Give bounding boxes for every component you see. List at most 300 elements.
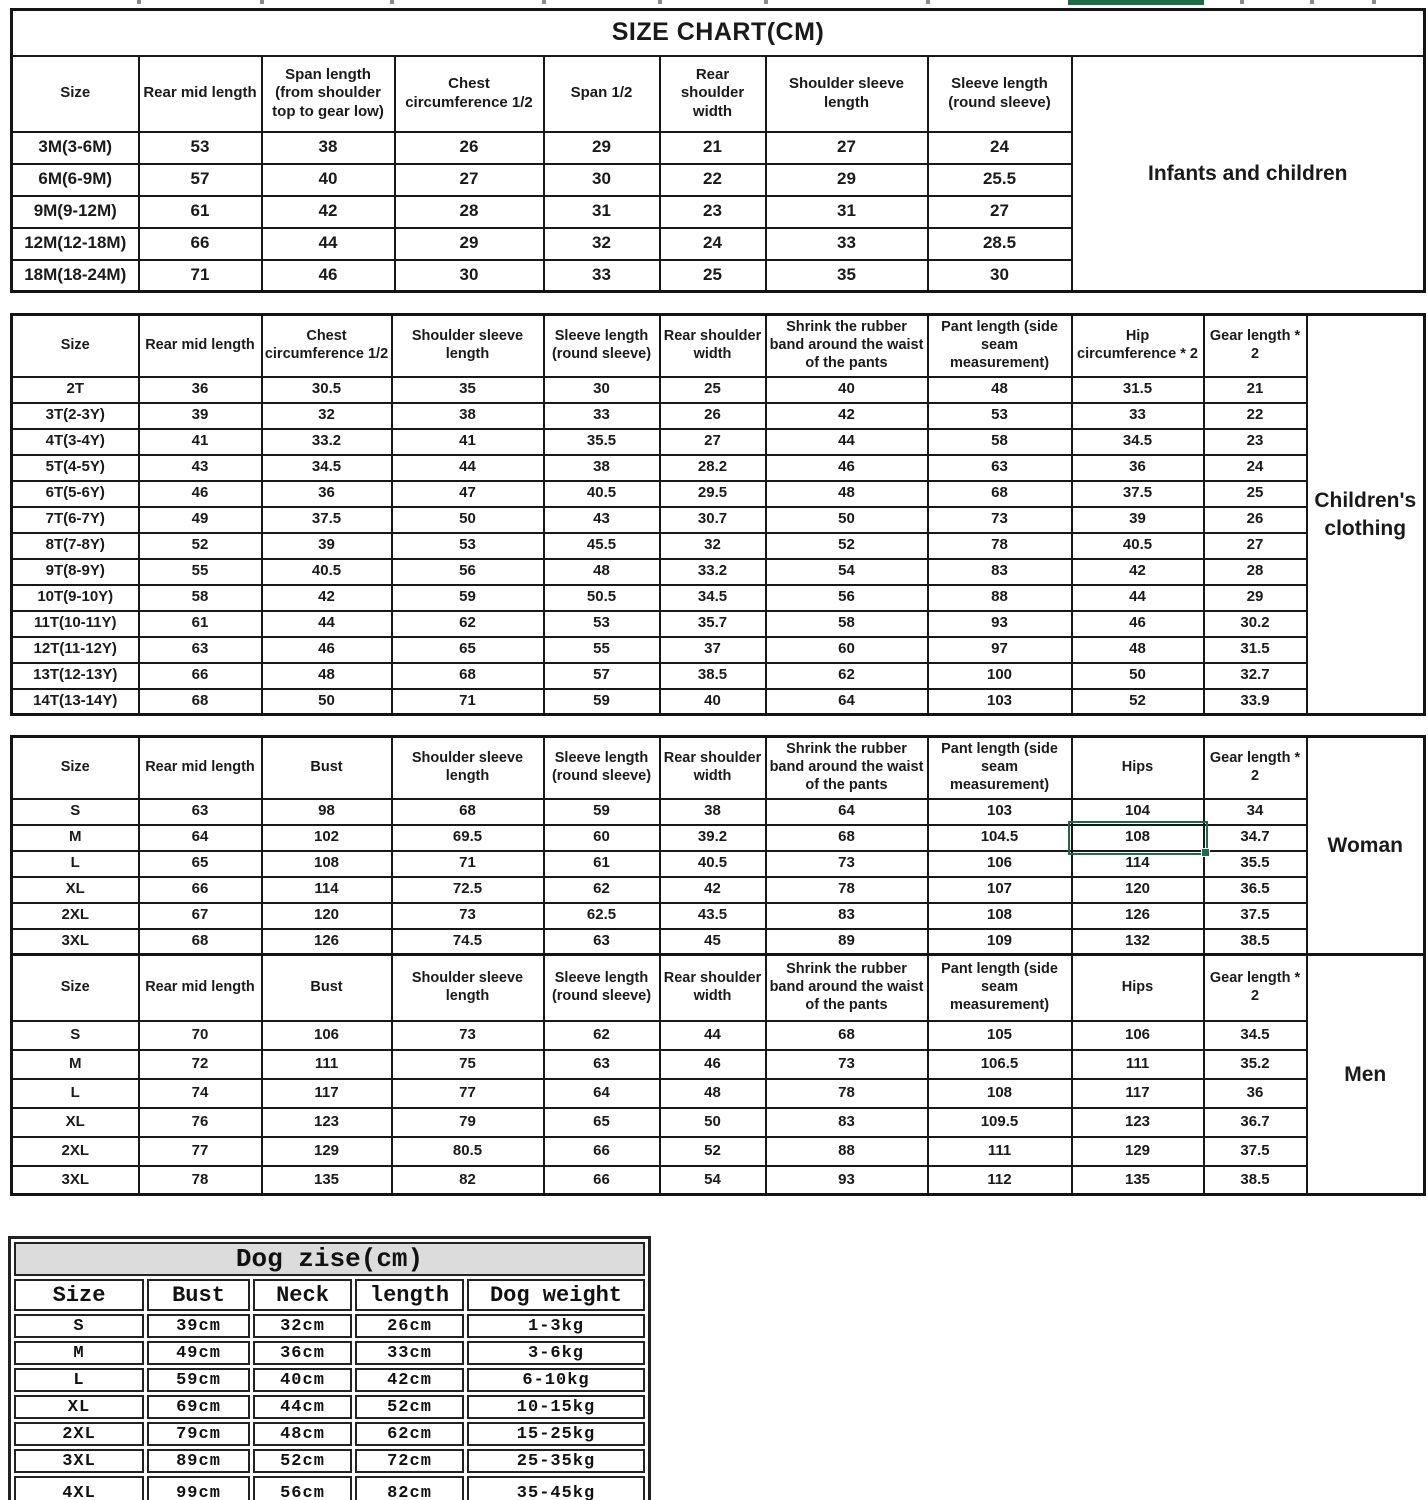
value-cell: 36.5 [1204,877,1307,903]
value-cell: 33 [544,403,660,429]
value-cell: 37.5 [1204,1137,1307,1166]
table-row [12,455,1425,481]
size-cell: XL [12,877,139,903]
value-cell: 24 [928,132,1072,164]
value-cell: 106 [262,1021,392,1050]
value-cell: 43 [139,455,262,481]
value-cell: 49 [139,507,262,533]
table-row [12,559,1425,585]
column-header: Size [12,955,139,1021]
size-cell: L [12,1079,139,1108]
size-cell: 3XL [12,929,139,955]
value-cell: 56 [392,559,544,585]
value-cell: 35-45kg [467,1476,645,1500]
value-cell: 111 [1072,1050,1204,1079]
value-cell: 123 [1072,1108,1204,1137]
column-header: Rear shoulder width [660,737,766,799]
size-cell: 2XL [12,903,139,929]
value-cell: 62 [766,663,928,689]
value-cell: 40cm [253,1368,352,1392]
value-cell: 38 [262,132,395,164]
value-cell: 21 [660,132,766,164]
value-cell: 40.5 [262,559,392,585]
value-cell: 35.7 [660,611,766,637]
value-cell: 88 [928,585,1072,611]
value-cell: 68 [766,1021,928,1050]
column-header: Size [12,315,139,377]
value-cell: 58 [139,585,262,611]
value-cell: 71 [392,689,544,715]
value-cell: 83 [928,559,1072,585]
value-cell: 135 [1072,1166,1204,1195]
table-row [12,825,1425,851]
value-cell: 108 [262,851,392,877]
value-cell: 73 [392,1021,544,1050]
value-cell: 63 [139,799,262,825]
value-cell: 93 [766,1166,928,1195]
column-header: Sleeve length (round sleeve) [544,737,660,799]
table-row [12,403,1425,429]
value-cell: 60 [544,825,660,851]
value-cell: 103 [928,799,1072,825]
value-cell: 48 [766,481,928,507]
value-cell: 58 [928,429,1072,455]
column-header: Shoulder sleeve length [392,315,544,377]
value-cell: 40 [262,164,395,196]
value-cell: 59 [544,689,660,715]
size-cell: 9T(8-9Y) [12,559,139,585]
value-cell: 93 [928,611,1072,637]
value-cell: 74 [139,1079,262,1108]
value-cell: 41 [139,429,262,455]
size-cell: 2XL [14,1422,144,1446]
value-cell: 32cm [253,1314,352,1338]
value-cell: 27 [395,164,544,196]
value-cell: 89 [766,929,928,955]
value-cell: 104.5 [928,825,1072,851]
column-header: Gear length * 2 [1204,737,1307,799]
value-cell: 40.5 [660,851,766,877]
value-cell: 34.5 [660,585,766,611]
value-cell: 83 [766,1108,928,1137]
value-cell: 28.5 [928,228,1072,260]
value-cell: 38.5 [660,663,766,689]
table-row [12,903,1425,929]
value-cell: 53 [139,132,262,164]
value-cell: 89cm [147,1449,250,1473]
value-cell: 69.5 [392,825,544,851]
value-cell: 126 [1072,903,1204,929]
value-cell: 36 [262,481,392,507]
value-cell: 45.5 [544,533,660,559]
value-cell: 52cm [253,1449,352,1473]
value-cell: 42 [262,196,395,228]
value-cell: 31 [766,196,928,228]
table-row [12,1079,1425,1108]
infants-group-label: Infants and children [1072,56,1425,292]
value-cell: 56cm [253,1476,352,1500]
value-cell: 33cm [355,1341,464,1365]
value-cell: 53 [544,611,660,637]
value-cell: 42 [262,585,392,611]
value-cell: 32 [660,533,766,559]
size-cell: 2XL [12,1137,139,1166]
value-cell: 44 [1072,585,1204,611]
value-cell: 111 [262,1050,392,1079]
value-cell: 33.2 [660,559,766,585]
value-cell: 27 [660,429,766,455]
value-cell: 98 [262,799,392,825]
value-cell: 108 [1072,825,1204,851]
value-cell: 83 [766,903,928,929]
selected-column-highlight [1068,0,1204,5]
value-cell: 36.7 [1204,1108,1307,1137]
value-cell: 33 [766,228,928,260]
value-cell: 44 [392,455,544,481]
value-cell: 120 [262,903,392,929]
value-cell: 71 [392,851,544,877]
value-cell: 109.5 [928,1108,1072,1137]
value-cell: 64 [544,1079,660,1108]
value-cell: 52cm [355,1395,464,1419]
value-cell: 27 [928,196,1072,228]
value-cell: 46 [660,1050,766,1079]
value-cell: 75 [392,1050,544,1079]
value-cell: 120 [1072,877,1204,903]
value-cell: 48 [544,559,660,585]
column-header: Rear shoulder width [660,56,766,132]
children-group-label: Children's clothing [1307,315,1425,715]
value-cell: 73 [928,507,1072,533]
value-cell: 24 [1204,455,1307,481]
value-cell: 69cm [147,1395,250,1419]
column-header: Shoulder sleeve length [392,737,544,799]
size-cell: 13T(12-13Y) [12,663,139,689]
column-header: Hips [1072,737,1204,799]
value-cell: 73 [392,903,544,929]
value-cell: 99cm [147,1476,250,1500]
value-cell: 78 [139,1166,262,1195]
value-cell: 61 [544,851,660,877]
table-row [12,377,1425,403]
value-cell: 37.5 [1072,481,1204,507]
value-cell: 62.5 [544,903,660,929]
column-header: Shoulder sleeve length [392,955,544,1021]
column-header: Size [12,56,139,132]
value-cell: 38 [392,403,544,429]
value-cell: 126 [262,929,392,955]
value-cell: 68 [766,825,928,851]
value-cell: 39 [139,403,262,429]
size-cell: 8T(7-8Y) [12,533,139,559]
column-header: Bust [147,1279,250,1311]
value-cell: 35.2 [1204,1050,1307,1079]
value-cell: 88 [766,1137,928,1166]
value-cell: 77 [392,1079,544,1108]
value-cell: 28.2 [660,455,766,481]
size-cell: 4XL [14,1476,144,1500]
value-cell: 44 [660,1021,766,1050]
value-cell: 30 [544,164,660,196]
column-header: Pant length (side seam measurement) [928,737,1072,799]
value-cell: 68 [139,689,262,715]
value-cell: 50 [766,507,928,533]
size-cell: XL [14,1395,144,1419]
value-cell: 36 [1072,455,1204,481]
size-cell: L [12,851,139,877]
value-cell: 46 [262,637,392,663]
table-row [14,1368,645,1392]
value-cell: 34.5 [262,455,392,481]
value-cell: 62 [392,611,544,637]
value-cell: 3-6kg [467,1341,645,1365]
value-cell: 39 [262,533,392,559]
column-header: length [355,1279,464,1311]
value-cell: 63 [928,455,1072,481]
value-cell: 71 [139,260,262,292]
value-cell: 70 [139,1021,262,1050]
column-header: Pant length (side seam measurement) [928,315,1072,377]
column-header: Chest circumference 1/2 [395,56,544,132]
table-row [12,1137,1425,1166]
value-cell: 36 [1204,1079,1307,1108]
value-cell: 114 [262,877,392,903]
value-cell: 65 [139,851,262,877]
column-header: Rear shoulder width [660,315,766,377]
children-table [10,313,1426,716]
value-cell: 36 [139,377,262,403]
value-cell: 35 [766,260,928,292]
size-cell: 18M(18-24M) [12,260,139,292]
value-cell: 123 [262,1108,392,1137]
size-cell: 2T [12,377,139,403]
value-cell: 44 [262,611,392,637]
table-row [14,1449,645,1473]
value-cell: 66 [544,1166,660,1195]
value-cell: 109 [928,929,1072,955]
table-row [14,1476,645,1500]
value-cell: 64 [766,689,928,715]
size-cell: 3XL [12,1166,139,1195]
value-cell: 26 [660,403,766,429]
size-cell: L [14,1368,144,1392]
table-row [14,1314,645,1338]
table-row [12,877,1425,903]
column-header: Bust [262,955,392,1021]
value-cell: 40.5 [1072,533,1204,559]
size-cell: 12T(11-12Y) [12,637,139,663]
value-cell: 50 [262,689,392,715]
table-row [12,1108,1425,1137]
value-cell: 30.7 [660,507,766,533]
value-cell: 64 [766,799,928,825]
value-cell: 33 [544,260,660,292]
value-cell: 49cm [147,1341,250,1365]
column-header: Chest circumference 1/2 [262,315,392,377]
value-cell: 42 [1072,559,1204,585]
value-cell: 25 [660,377,766,403]
column-header: Sleeve length (round sleeve) [544,315,660,377]
value-cell: 52 [660,1137,766,1166]
value-cell: 31.5 [1204,637,1307,663]
value-cell: 35 [392,377,544,403]
value-cell: 57 [139,164,262,196]
size-cell: 3M(3-6M) [12,132,139,164]
value-cell: 44 [766,429,928,455]
value-cell: 61 [139,196,262,228]
value-cell: 40 [766,377,928,403]
value-cell: 30.5 [262,377,392,403]
value-cell: 68 [392,663,544,689]
value-cell: 50 [392,507,544,533]
size-cell: 12M(12-18M) [12,228,139,260]
value-cell: 24 [660,228,766,260]
value-cell: 42 [766,403,928,429]
table-row [12,533,1425,559]
value-cell: 79cm [147,1422,250,1446]
column-header: Size [14,1279,144,1311]
value-cell: 106 [928,851,1072,877]
size-cell: 14T(13-14Y) [12,689,139,715]
table-row [12,429,1425,455]
value-cell: 32 [262,403,392,429]
value-cell: 114 [1072,851,1204,877]
value-cell: 117 [1072,1079,1204,1108]
column-header: Sleeve length (round sleeve) [928,56,1072,132]
value-cell: 62 [544,877,660,903]
table-row [12,637,1425,663]
column-header: Shoulder sleeve length [766,56,928,132]
value-cell: 82cm [355,1476,464,1500]
value-cell: 68 [392,799,544,825]
value-cell: 111 [928,1137,1072,1166]
value-cell: 48cm [253,1422,352,1446]
column-header: Gear length * 2 [1204,315,1307,377]
value-cell: 79 [392,1108,544,1137]
selection-fill-handle [1201,848,1210,857]
value-cell: 106 [1072,1021,1204,1050]
value-cell: 30 [395,260,544,292]
value-cell: 1-3kg [467,1314,645,1338]
value-cell: 55 [544,637,660,663]
dog-size-table [8,1236,651,1500]
value-cell: 45 [660,929,766,955]
value-cell: 28 [1204,559,1307,585]
value-cell: 29 [766,164,928,196]
value-cell: 40.5 [544,481,660,507]
value-cell: 40 [660,689,766,715]
value-cell: 52 [766,533,928,559]
table-row [14,1395,645,1419]
value-cell: 30 [544,377,660,403]
value-cell: 74.5 [392,929,544,955]
column-header: Rear mid length [139,56,262,132]
column-header: Rear mid length [139,315,262,377]
men-table [10,953,1426,1196]
value-cell: 33.2 [262,429,392,455]
value-cell: 48 [928,377,1072,403]
value-cell: 50 [660,1108,766,1137]
value-cell: 23 [660,196,766,228]
value-cell: 54 [660,1166,766,1195]
woman-group-label: Woman [1307,737,1425,955]
value-cell: 105 [928,1021,1072,1050]
value-cell: 38 [660,799,766,825]
value-cell: 66 [139,228,262,260]
value-cell: 39 [1072,507,1204,533]
value-cell: 82 [392,1166,544,1195]
value-cell: 112 [928,1166,1072,1195]
value-cell: 65 [544,1108,660,1137]
value-cell: 48 [262,663,392,689]
value-cell: 107 [928,877,1072,903]
value-cell: 34 [1204,799,1307,825]
size-cell: S [12,799,139,825]
value-cell: 37.5 [262,507,392,533]
value-cell: 59 [392,585,544,611]
value-cell: 68 [139,929,262,955]
value-cell: 15-25kg [467,1422,645,1446]
table-row [12,611,1425,637]
value-cell: 29 [395,228,544,260]
woman-table [10,735,1426,956]
value-cell: 72cm [355,1449,464,1473]
column-header: Hips [1072,955,1204,1021]
value-cell: 34.5 [1204,1021,1307,1050]
value-cell: 55 [139,559,262,585]
value-cell: 26 [395,132,544,164]
size-cell: 11T(10-11Y) [12,611,139,637]
value-cell: 37 [660,637,766,663]
table-row [12,585,1425,611]
table-row [12,481,1425,507]
value-cell: 48 [1072,637,1204,663]
column-header: Shrink the rubber band around the waist of the pants [766,955,928,1021]
value-cell: 78 [766,877,928,903]
column-header: Hip circumference * 2 [1072,315,1204,377]
size-cell: 6M(6-9M) [12,164,139,196]
value-cell: 53 [928,403,1072,429]
value-cell: 27 [1204,533,1307,559]
value-cell: 31.5 [1072,377,1204,403]
value-cell: 59cm [147,1368,250,1392]
column-header: Size [12,737,139,799]
size-cell: M [12,825,139,851]
column-header: Dog weight [467,1279,645,1311]
table-row [12,689,1425,715]
value-cell: 43 [544,507,660,533]
value-cell: 53 [392,533,544,559]
value-cell: 42 [660,877,766,903]
column-header: Bust [262,737,392,799]
value-cell: 100 [928,663,1072,689]
men-group-label: Men [1307,955,1425,1195]
column-header: Rear shoulder width [660,955,766,1021]
value-cell: 29 [544,132,660,164]
size-cell: 5T(4-5Y) [12,455,139,481]
value-cell: 26cm [355,1314,464,1338]
table-row [12,799,1425,825]
size-chart-title: SIZE CHART(CM) [12,10,1425,56]
column-header: Span length (from shoulder top to gear low) [262,56,395,132]
value-cell: 54 [766,559,928,585]
value-cell: 41 [392,429,544,455]
value-cell: 78 [766,1079,928,1108]
table-row [12,1021,1425,1050]
value-cell: 27 [766,132,928,164]
value-cell: 52 [139,533,262,559]
value-cell: 63 [139,637,262,663]
